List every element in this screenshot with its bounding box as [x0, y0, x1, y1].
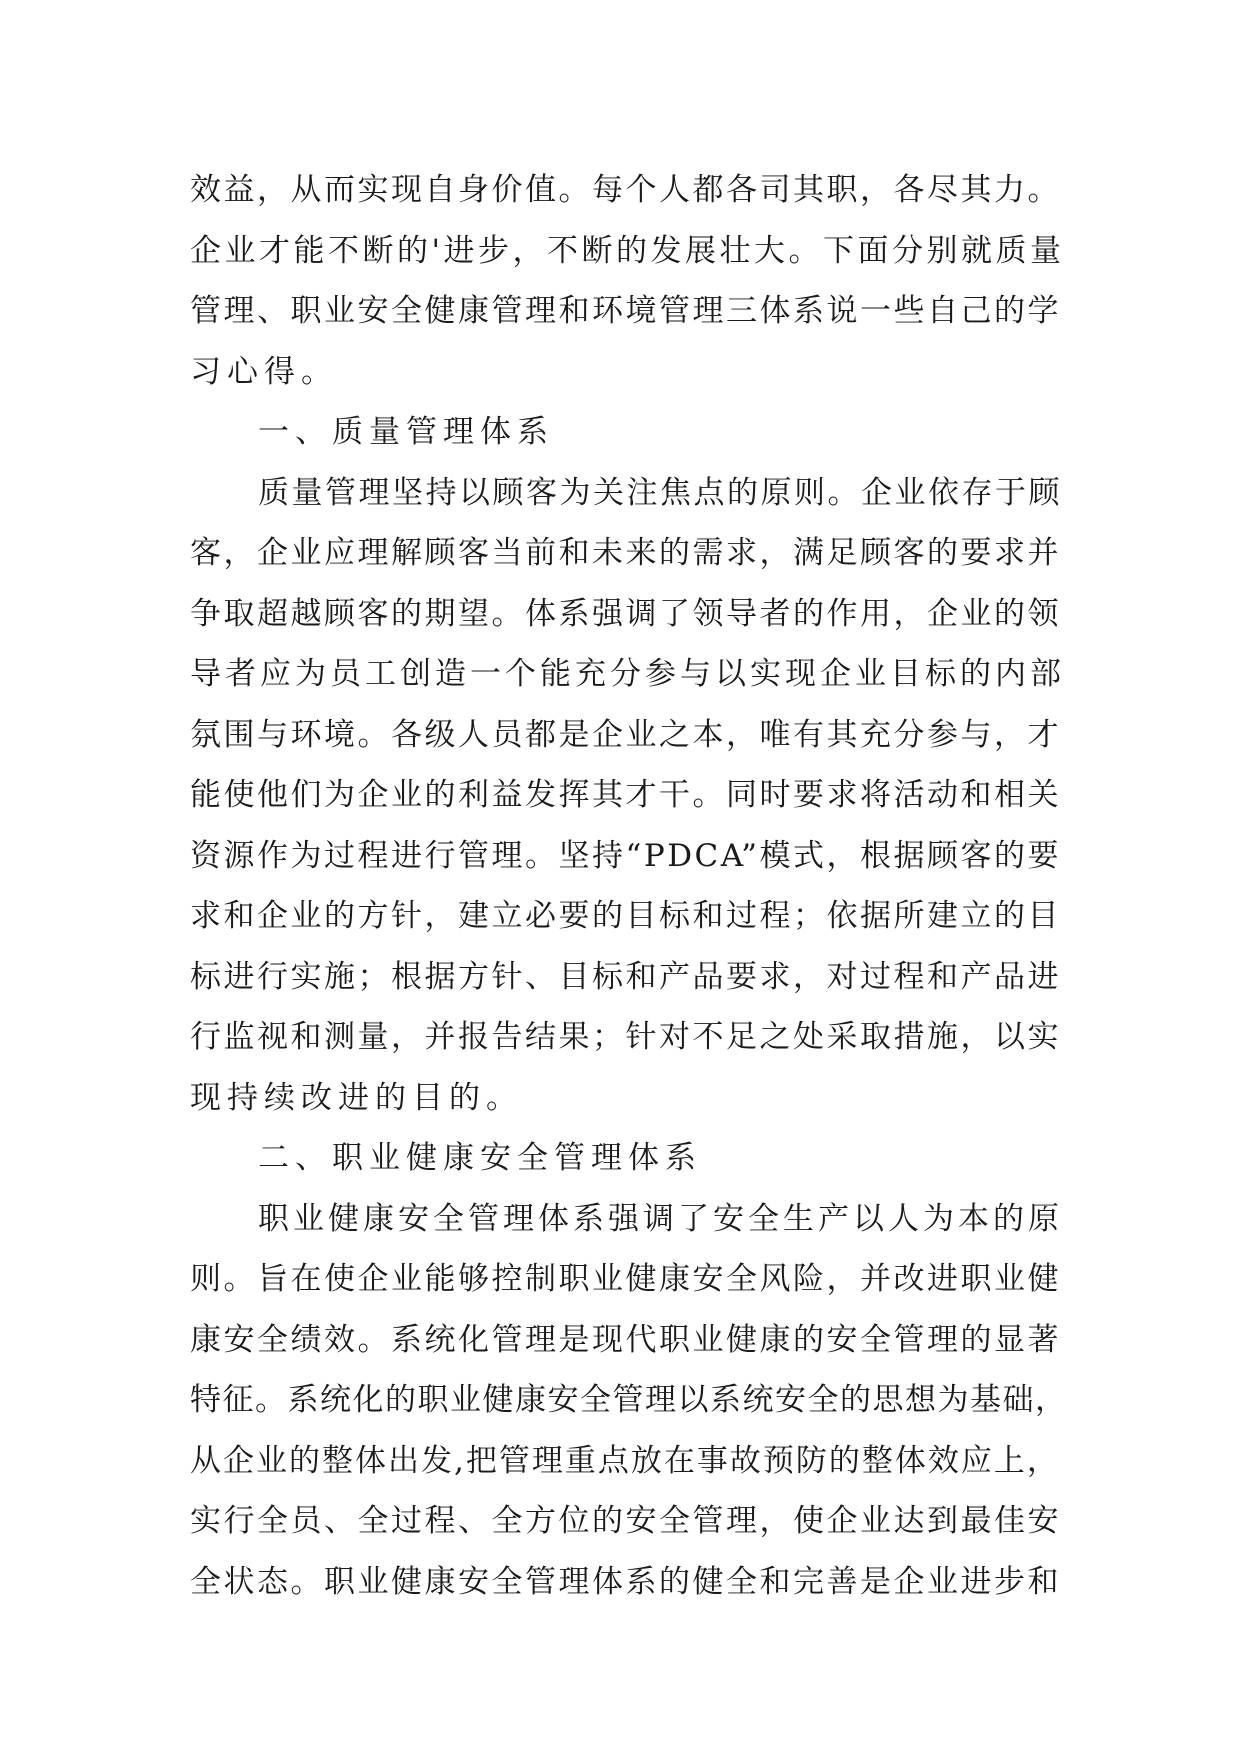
body-line: 能使他们为企业的利益发挥其才干。同时要求将活动和相关	[190, 777, 1061, 813]
body-line: 求和企业的方针，建立必要的目标和过程；依据所建立的目	[190, 898, 1061, 934]
body-line: 职业健康安全管理体系强调了安全生产以人为本的原	[258, 1200, 1063, 1237]
body-line: 争取超越顾客的期望。体系强调了领导者的作用，企业的领	[190, 595, 1061, 632]
body-line: 全状态。职业健康安全管理体系的健全和完善是企业进步和	[190, 1563, 1061, 1600]
body-line: 企业才能不断的'进步，不断的发展壮大。下面分别就质量	[190, 232, 1065, 269]
body-line: 行监视和测量，并报告结果；针对不足之处采取措施，以实	[190, 1019, 1061, 1055]
body-line: 标进行实施；根据方针、目标和产品要求，对过程和产品进	[190, 958, 1061, 995]
body-line: 氛围与环境。各级人员都是企业之本，唯有其充分参与，才	[190, 716, 1061, 753]
body-line: 质量管理坚持以顾客为关注焦点的原则。企业依存于顾	[258, 474, 1062, 511]
body-line: 客，企业应理解顾客当前和未来的需求，满足顾客的要求并	[190, 535, 1061, 571]
body-line: 则。旨在使企业能够控制职业健康安全风险，并改进职业健	[190, 1261, 1061, 1297]
body-line: 效益，从而实现自身价值。每个人都各司其职，各尽其力。	[190, 172, 1061, 208]
body-line: 资源作为过程进行管理。坚持“PDCA”模式，根据顾客的要	[190, 837, 1061, 874]
body-line: 实行全员、全过程、全方位的安全管理，使企业达到最佳安	[190, 1503, 1061, 1539]
body-line: 从企业的整体出发,把管理重点放在事故预防的整体效应上，	[190, 1442, 1060, 1479]
document-body	[190, 160, 1070, 1612]
body-line: 康安全绩效。系统化管理是现代职业健康的安全管理的显著	[190, 1321, 1061, 1358]
body-line: 现持续改进的目的。	[190, 1079, 523, 1116]
section-heading-quality: 一、质量管理体系	[258, 414, 554, 450]
section-heading-ohs: 二、职业健康安全管理体系	[258, 1140, 702, 1176]
body-line: 管理、职业安全健康管理和环境管理三体系说一些自己的学	[190, 293, 1061, 329]
body-line: 习心得。	[190, 353, 338, 390]
body-line: 特征。系统化的职业健康安全管理以系统安全的思想为基础，	[190, 1382, 1068, 1418]
body-line: 导者应为员工创造一个能充分参与以实现企业目标的内部	[190, 656, 1065, 692]
